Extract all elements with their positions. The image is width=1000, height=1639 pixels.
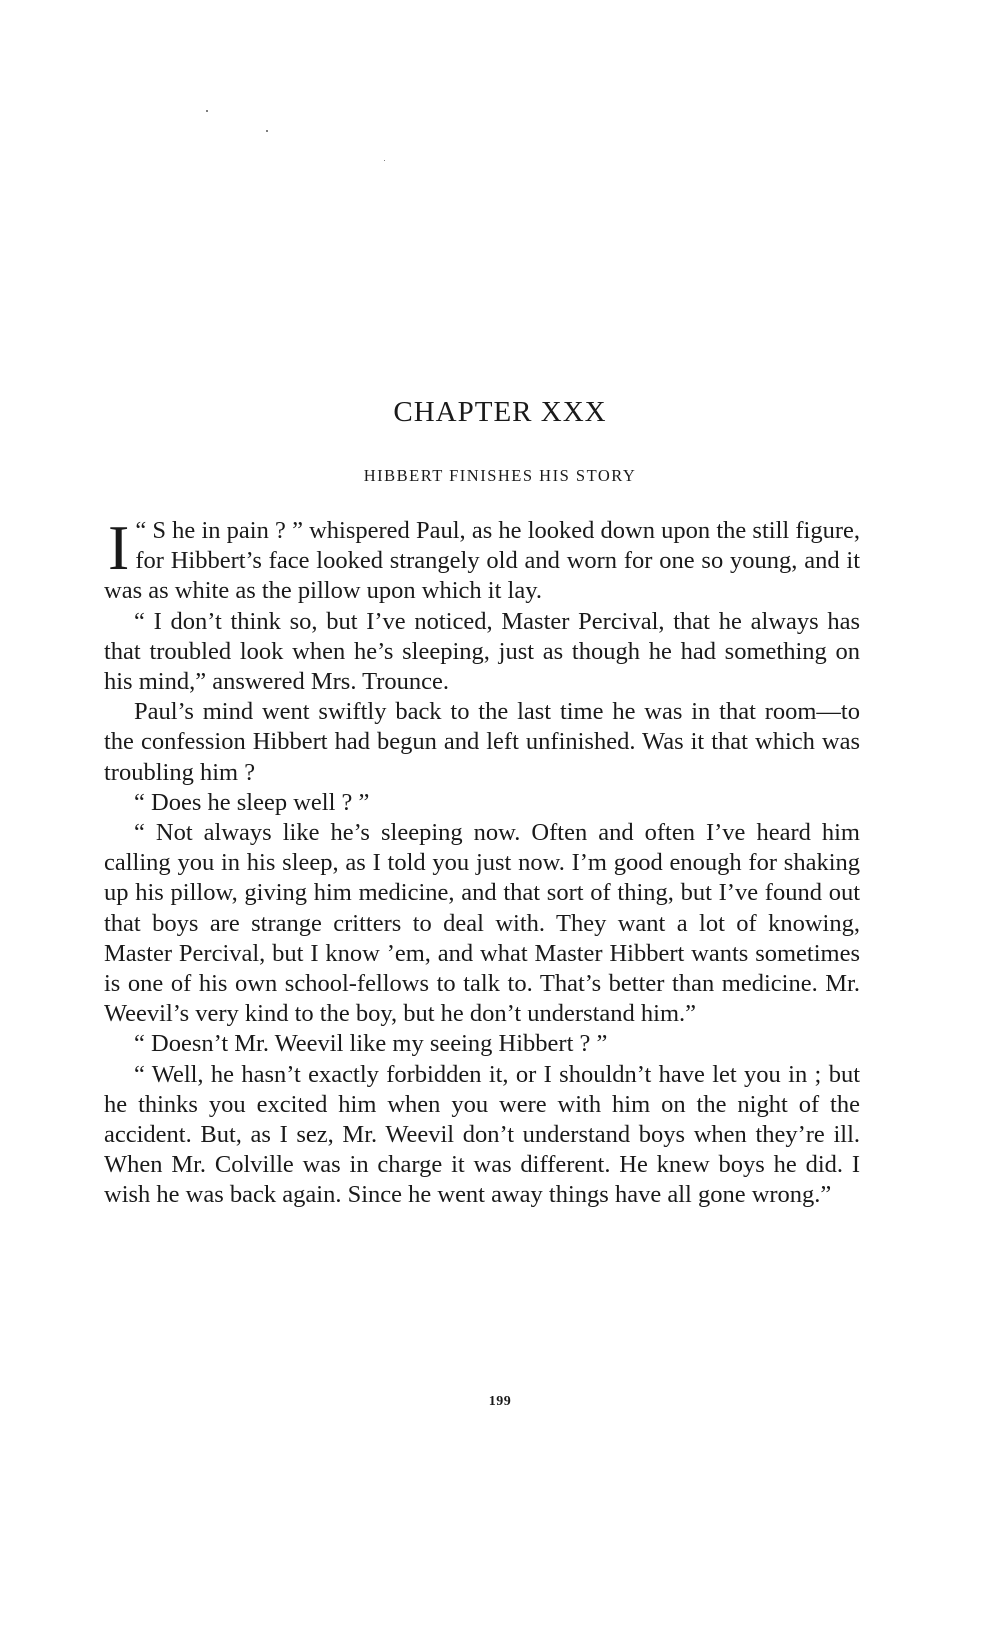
paragraph-1-text: S he in pain ? ” whispered Paul, as he looked down upon the still figure, for Hibbert’s face looked strangely old and worn for one so young, and it was as white as the pillow upon which it lay. <box>104 517 860 605</box>
paragraph-4: “ Does he sleep well ? ” <box>134 788 370 816</box>
paragraph-5: “ Not always like he’s sleeping now. Often and often I’ve heard him calling you in his sleep, as I told you just now. I’m good enough for shaking up his pillow, giving him medicine, and that sort of thing, but I’ve found out that boys are strange critters to deal with. They want a lot of knowing, Master Percival, but I know ’em, and what Master Hibbert wants sometimes is one of his own school-fellows to talk to. That’s better than medicine. Mr. Weevil’s very kind to the boy, but he don’t understand him.” <box>104 819 860 1028</box>
paragraph-3: Paul’s mind went swiftly back to the last time he was in that room—to the confession Hibbert had begun and left unfinished. Was it that which was troubling him ? <box>104 698 860 786</box>
paragraph-1 <box>104 512 860 607</box>
paragraph-6: “ Doesn’t Mr. Weevil like my seeing Hibbert ? ” <box>134 1030 608 1058</box>
chapter-body <box>104 512 860 1211</box>
paper-speck <box>206 110 208 112</box>
chapter-subtitle: HIBBERT FINISHES HIS STORY <box>363 466 637 485</box>
page-number: 199 <box>488 1394 512 1409</box>
drop-cap: I <box>108 512 130 583</box>
paper-speck <box>266 130 268 132</box>
paper-speck <box>384 160 385 161</box>
opening-quote-mark: “ <box>135 517 153 544</box>
chapter-title: CHAPTER XXX <box>393 396 607 428</box>
paragraph-7: “ Well, he hasn’t exactly forbidden it, or I shouldn’t have let you in ; but he thinks you excited him when you were with him on the night of the accident. But, as I sez, Mr. Weevil don’t understand boys when they’re ill. When Mr. Colville was in charge it was different. He knew boys he did. I wish he was back again. Since he went away things have all gone wrong.” <box>104 1060 860 1209</box>
paragraph-2: “ I don’t think so, but I’ve noticed, Master Percival, that he always has that troubled look when he’s sleeping, just as though he had something on his mind,” answered Mrs. Trounce. <box>104 607 860 696</box>
